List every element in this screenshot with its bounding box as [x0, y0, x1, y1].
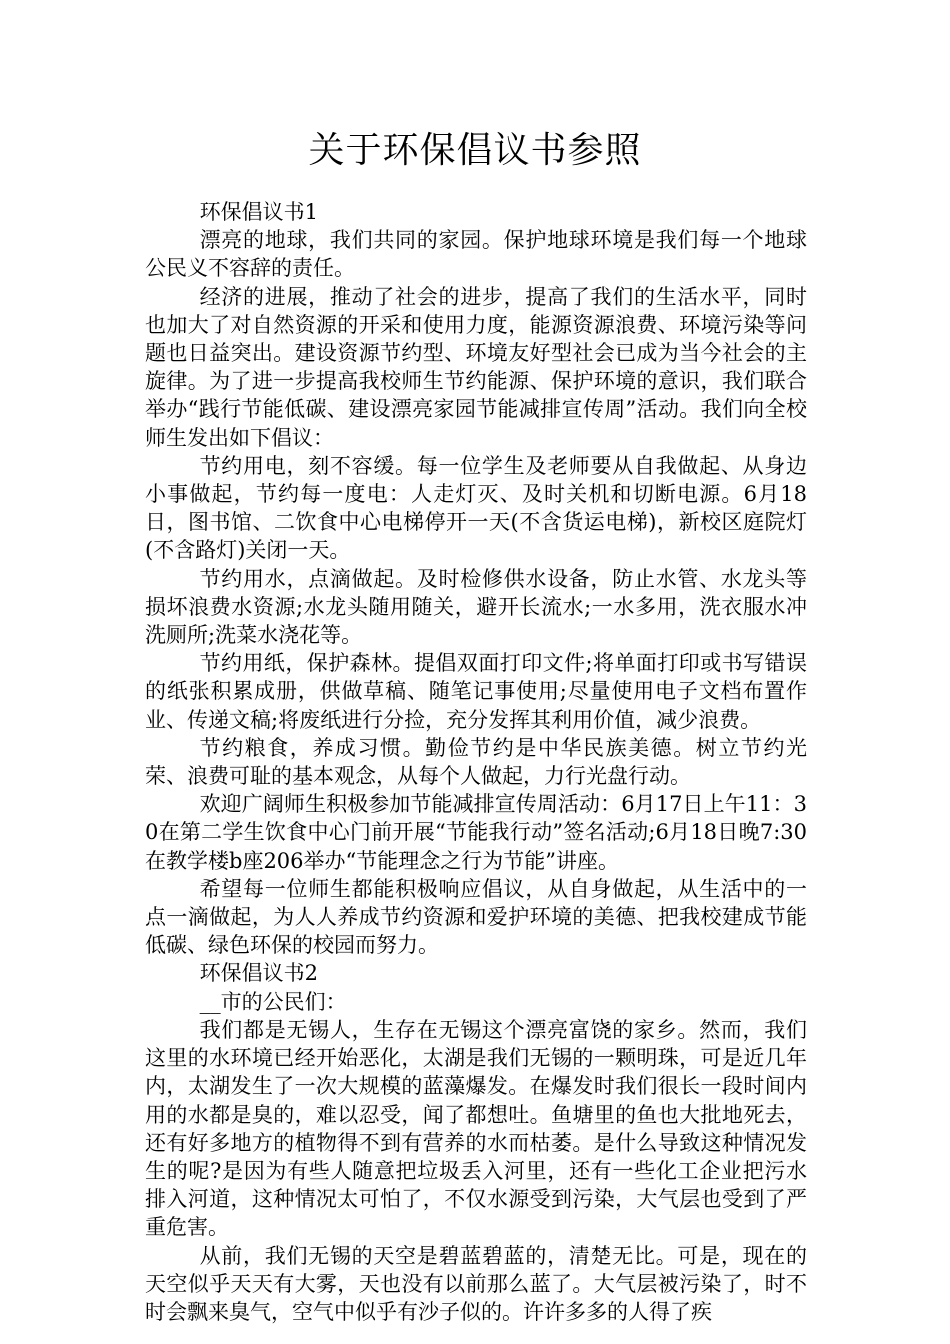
salutation: __市的公民们： — [199, 989, 347, 1014]
paragraph: 漂亮的地球，我们共同的家园。保护地球环境是我们每一个地球公民义不容辞的责任。 — [145, 228, 807, 281]
paragraph: 欢迎广阔师生积极参加节能减排宣传周活动：6月17日上午11：30在第二学生饮食中心门前开展“节能我行动”签名活动;6月18日晚7:30在教学楼b座206举办“节能理念之行为节能”讲座。 — [145, 792, 807, 873]
paragraph: 节约粮食，养成习惯。勤俭节约是中华民族美德。树立节约光荣、浪费可耻的基本观念，从每个人做起，力行光盘行动。 — [145, 735, 807, 789]
paragraph: 从前，我们无锡的天空是碧蓝碧蓝的，清楚无比。可是，现在的天空似乎天天有大雾，天也没有以前那么蓝了。大气层被污染了，时不时会飘来臭气，空气中似乎有沙子似的。许许多多的人得了疾 — [145, 1243, 807, 1324]
document-title: 关于环保倡议书参照 — [308, 130, 642, 171]
paragraph: 节约用纸，保护森林。提倡双面打印文件;将单面打印或书写错误的纸张积累成册，供做草稿、随笔记事使用;尽量使用电子文档布置作业、传递文稿;将废纸进行分捡，充分发挥其利用价值，减少浪费。 — [145, 651, 807, 732]
document-body — [145, 198, 807, 1326]
paragraph: 希望每一位师生都能积极响应倡议，从自身做起，从生活中的一点一滴做起，为人人养成节约资源和爱护环境的美德、把我校建成节能低碳、绿色环保的校园而努力。 — [145, 876, 807, 958]
section-heading: 环保倡议书1 — [199, 200, 318, 224]
section-heading: 环保倡议书2 — [199, 961, 318, 986]
paragraph: 节约用水，点滴做起。及时检修供水设备，防止水管、水龙头等损坏浪费水资源;水龙头随用随关，避开长流水;一水多用，洗衣服水冲洗厕所;洗菜水浇花等。 — [145, 566, 807, 648]
paragraph: 节约用电，刻不容缓。每一位学生及老师要从自我做起、从身边小事做起，节约每一度电：人走灯灭、及时关机和切断电源。6月18日，图书馆、二饮食中心电梯停开一天(不含货运电梯)，新校区庭院灯(不含路灯)关闭一天。 — [145, 453, 807, 563]
paragraph: 经济的进展，推动了社会的进步，提高了我们的生活水平，同时也加大了对自然资源的开采和使用力度，能源资源浪费、环境污染等问题也日益突出。建设资源节约型、环境友好型社会已成为当今社会的主旋律。为了进一步提高我校师生节约能源、保护环境的意识，我们联合举办“践行节能低碳、建设漂亮家园节能减排宣传周”活动。我们向全校师生发出如下倡议： — [145, 284, 807, 450]
paragraph: 我们都是无锡人，生存在无锡这个漂亮富饶的家乡。然而，我们这里的水环境已经开始恶化，太湖是我们无锡的一颗明珠，可是近几年内，太湖发生了一次大规模的蓝藻爆发。在爆发时我们很长一段时间内用的水都是臭的，难以忍受，闻了都想吐。鱼塘里的鱼也大批地死去，还有好多地方的植物得不到有营养的水而枯萎。是什么导致这种情况发生的呢?是因为有些人随意把垃圾丢入河里，还有一些化工企业把污水排入河道，这种情况太可怕了，不仅水源受到污染，大气层也受到了严重危害。 — [145, 1017, 807, 1240]
